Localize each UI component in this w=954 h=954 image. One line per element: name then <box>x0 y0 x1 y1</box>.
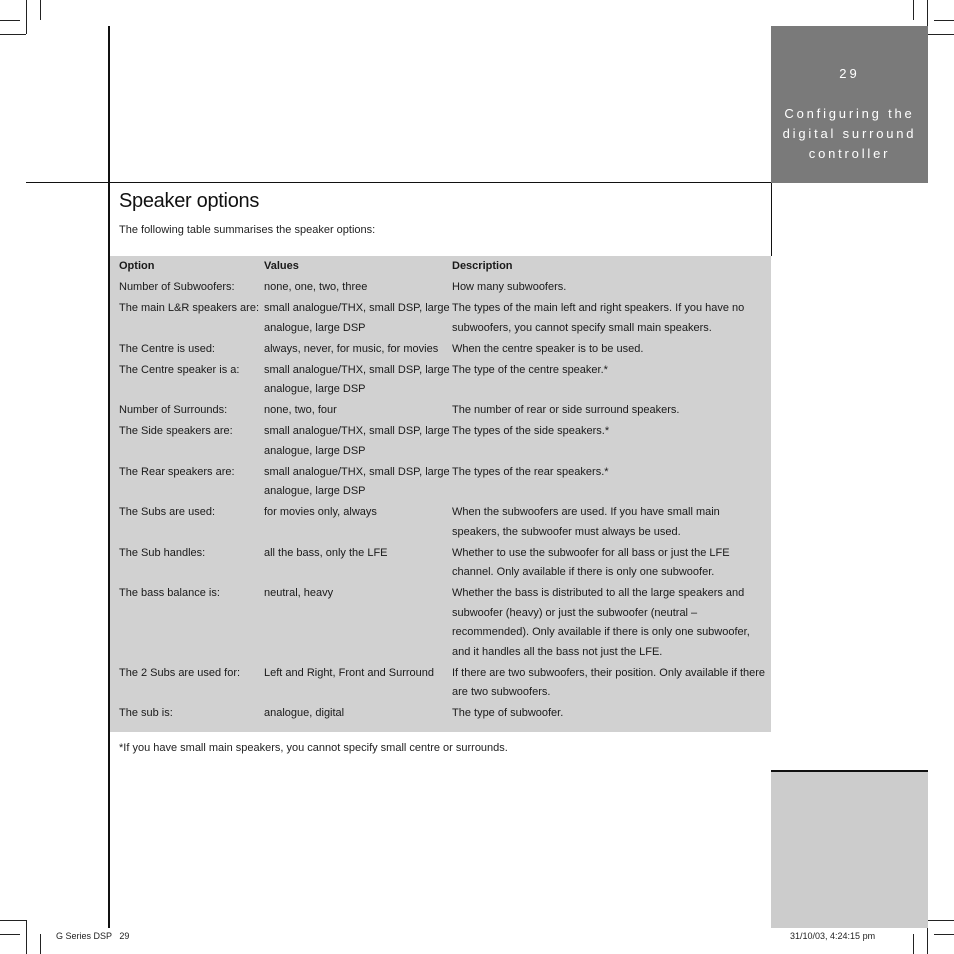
option-cell: The Side speakers are: <box>119 425 233 437</box>
table-row <box>119 704 767 725</box>
crop-mark <box>40 0 41 20</box>
crop-mark <box>40 934 41 954</box>
description-cell: The type of the centre speaker.* <box>452 363 608 376</box>
option-cell: The bass balance is: <box>119 587 220 599</box>
print-slug-right: 31/10/03, 4:24:15 pm <box>790 931 876 941</box>
table-row <box>119 401 767 422</box>
crop-mark <box>26 920 27 954</box>
print-slug-left: G Series DSP 29 <box>56 931 130 941</box>
column-header-description: Description <box>452 260 513 272</box>
values-cell: all the bass, only the LFE <box>264 546 388 559</box>
option-cell: The 2 Subs are used for: <box>119 666 241 679</box>
description-cell: When the centre speaker is to be used. <box>452 342 644 355</box>
description-cell: How many subwoofers. <box>452 281 567 293</box>
crop-mark <box>934 20 954 21</box>
crop-mark <box>0 920 26 921</box>
crop-mark <box>934 934 954 935</box>
description-cell: The types of the side speakers.* <box>452 425 610 437</box>
table-row <box>119 299 767 340</box>
option-cell: The Centre speaker is a: <box>119 363 240 376</box>
crop-mark <box>928 34 954 35</box>
table-row <box>119 340 767 361</box>
crop-mark <box>0 20 20 21</box>
page-heading: Speaker options <box>119 190 260 212</box>
table-row <box>119 503 767 544</box>
values-cell: small analogue/THX, small DSP, large analogue, large DSP <box>264 302 450 334</box>
table-row <box>119 664 767 705</box>
table-row <box>119 584 767 664</box>
description-cell: Whether the bass is distributed to all the large speakers and subwoofer (heavy) or just the subwoofer (neutral – recommended). Only available if there is only one subwoofer, and it handles all the bass not just the LFE. <box>452 587 750 658</box>
crop-mark <box>26 0 27 34</box>
values-cell: for movies only, always <box>264 506 377 518</box>
option-cell: Number of Surrounds: <box>119 404 228 416</box>
footer-tab <box>771 772 928 928</box>
option-cell: The Subs are used: <box>119 506 216 518</box>
option-cell: The Centre is used: <box>119 342 215 355</box>
column-header-option: Option <box>119 260 155 272</box>
values-cell: none, one, two, three <box>264 281 368 293</box>
speaker-options-table <box>119 258 767 725</box>
header-tab <box>771 26 928 183</box>
table-row <box>119 361 767 402</box>
intro-text: The following table summarises the speaker options: <box>119 224 376 236</box>
section-title <box>771 104 928 164</box>
option-cell: The Sub handles: <box>119 546 206 559</box>
option-cell: Number of Subwoofers: <box>119 281 235 293</box>
section-title-line: Configuring the <box>784 106 915 121</box>
table-row <box>119 544 767 585</box>
description-cell: If there are two subwoofers, their position. Only available if there are two subwoofers. <box>452 666 766 698</box>
description-cell: When the subwoofers are used. If you have small main speakers, the subwoofer must always be used. <box>452 506 720 538</box>
table-row <box>119 278 767 299</box>
description-cell: The types of the main left and right speakers. If you have no subwoofers, you cannot specify small main speakers. <box>452 302 745 334</box>
section-title-line: controller <box>808 146 891 161</box>
values-cell: small analogue/THX, small DSP, large analogue, large DSP <box>264 425 450 457</box>
values-cell: small analogue/THX, small DSP, large analogue, large DSP <box>264 363 450 395</box>
table-header-row <box>119 258 767 278</box>
column-header-values: Values <box>264 260 299 272</box>
section-title-line: digital surround <box>782 126 917 141</box>
description-cell: The number of rear or side surround speakers. <box>452 404 680 416</box>
crop-mark <box>0 34 26 35</box>
crop-mark <box>0 934 20 935</box>
header-rule <box>26 182 771 183</box>
description-cell: The type of subwoofer. <box>452 707 564 719</box>
crop-mark <box>928 920 954 921</box>
values-cell: analogue, digital <box>264 707 345 719</box>
page-number: 29 <box>839 66 860 81</box>
values-cell: neutral, heavy <box>264 587 334 599</box>
table-row <box>119 463 767 504</box>
option-cell: The Rear speakers are: <box>119 465 235 478</box>
crop-mark <box>913 934 914 954</box>
values-cell: none, two, four <box>264 404 337 416</box>
values-cell: always, never, for music, for movies <box>264 342 439 355</box>
option-cell: The sub is: <box>119 707 173 719</box>
table-body <box>119 278 767 725</box>
description-cell: The types of the rear speakers.* <box>452 465 609 478</box>
right-column-rule <box>771 182 772 256</box>
option-cell: The main L&R speakers are: <box>119 302 260 314</box>
description-cell: Whether to use the subwoofer for all bass or just the LFE channel. Only available if there is only one subwoofer. <box>452 546 730 578</box>
table-row <box>119 422 767 463</box>
crop-mark <box>913 0 914 20</box>
values-cell: Left and Right, Front and Surround <box>264 666 434 679</box>
values-cell: small analogue/THX, small DSP, large analogue, large DSP <box>264 465 450 497</box>
footnote: *If you have small main speakers, you cannot specify small centre or surrounds. <box>119 742 508 754</box>
